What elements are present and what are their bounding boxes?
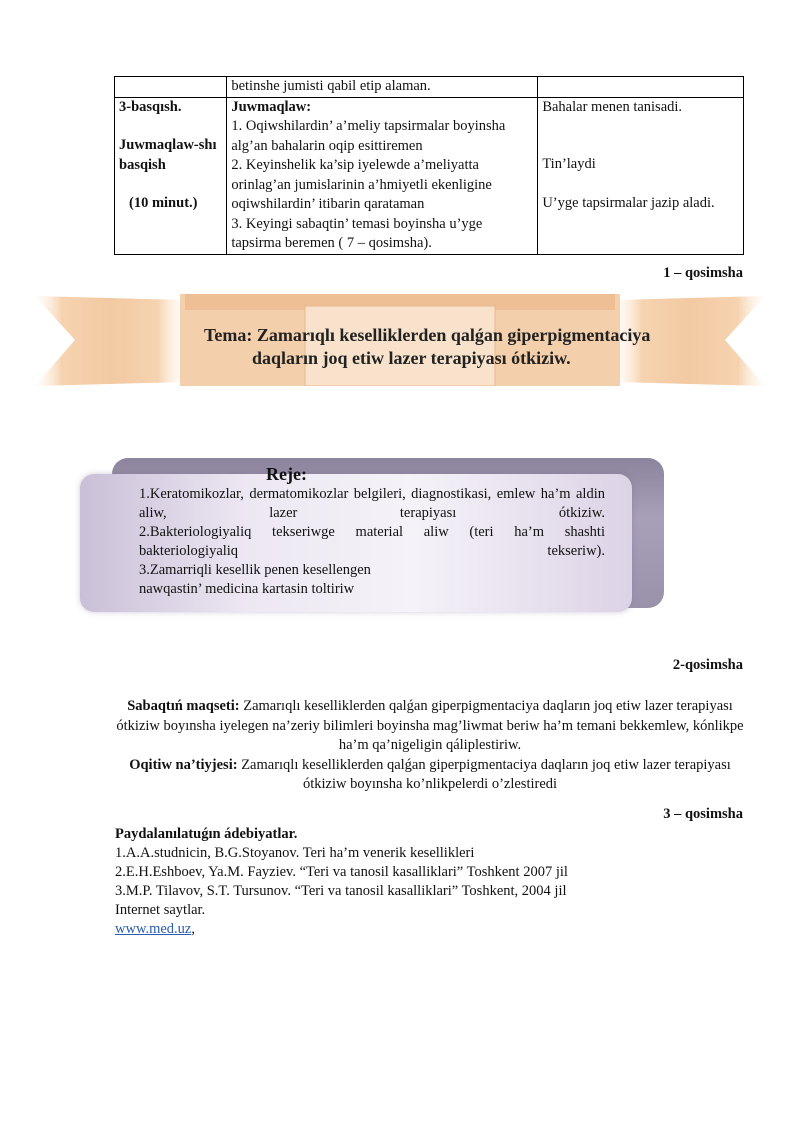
lesson-stage-table	[114, 76, 744, 255]
appendix-3-label: 3 – qosimsha	[663, 806, 743, 822]
result-label: Oqitiw na’tiyjesi:	[129, 756, 238, 773]
stage-cell	[115, 97, 227, 254]
lesson-result	[116, 756, 744, 795]
table-row	[115, 97, 744, 254]
student-activity-item: Bahalar menen tanisadi.	[542, 98, 683, 115]
link-suffix: ,	[191, 921, 195, 937]
lesson-topic-title	[180, 324, 700, 370]
teacher-activity-title: Juwmaqlaw:	[231, 98, 312, 115]
plan-item: 2.Bakteriologiyaliq tekseriwge material aliw (teri ha’m shashti bakteriologiyaliq tekseriw).	[139, 524, 605, 559]
appendix-2-label: 2-qosimsha	[672, 657, 743, 673]
teacher-activity-item: 3. Keyingi sabaqtin’ temasi boyinsha u’yge tapsirma beremen ( 7 – qosimsha).	[231, 215, 483, 251]
teacher-activity-cell	[227, 97, 538, 254]
topic-line: Tema: Zamarıqlı keselliklerden qalǵan giperpigmentaciya	[204, 325, 651, 345]
teacher-activity-item: 2. Keyinshelik ka’sip iyelewde a’meliyatta orinlag’an jumislarinin a’hmiyetli ekenligine oqiwshilardin’ itibarin qarataman	[231, 157, 492, 212]
table-cell	[115, 77, 227, 98]
reference-item: 1.A.A.studnicin, B.G.Stoyanov. Teri ha’m venerik kesellikleri	[115, 845, 475, 861]
table-cell	[538, 77, 744, 98]
reference-item: 2.E.H.Eshboev, Ya.M. Fayziev. “Teri va tanosil kasalliklari” Toshkent 2007 jil	[115, 864, 568, 880]
lesson-goal	[116, 697, 744, 756]
table-cell: betinshe jumisti qabil etip alaman.	[227, 77, 538, 98]
references	[115, 825, 755, 939]
teacher-activity-item: 1. Oqiwshilardin’ a’meliy tapsirmalar boyinsha alg’an bahalarin oqip esittiremen	[231, 118, 506, 154]
website-link[interactable]: www.med.uz	[115, 921, 192, 937]
topic-line: daqların joq etiw lazer terapiyası ótkiziw.	[252, 348, 571, 368]
plan-title: Reje:	[266, 464, 307, 484]
reference-item: Internet saytlar.	[115, 902, 206, 918]
student-activity-item: Tin’laydi	[542, 156, 596, 172]
references-title: Paydalanılatuǵın ádebiyatlar.	[115, 826, 298, 842]
result-text: Zamarıqlı keselliklerden qalǵan giperpigmentaciya daqların joq etiw lazer terapiyası ótkiziw boyınsha ko’nlikpelerdi o’zlestiredi	[241, 756, 731, 792]
stage-name: Juwmaqlaw-shı basqish	[119, 137, 217, 173]
stage-duration: (10 minut.)	[129, 195, 198, 211]
goal-text: Zamarıqlı keselliklerden qalǵan giperpigmentaciya daqların joq etiw lazer terapiyası ótkiziw boyınsha iyelegen na’zeriy bilimleri boyinsha mag’liwmat beriw ha’m temani bekkemlew, kónlikpe ha’m qa’nigeligin qáliplestiriw.	[116, 698, 744, 753]
reference-link-line	[115, 920, 755, 939]
reference-item: 3.M.P. Tilavov, S.T. Tursunov. “Teri va tanosil kasalliklari” Toshkent, 2004 jil	[115, 883, 567, 899]
plan-item: 3.Zamarriqli kesellik penen kesellengen nawqastin’ medicina kartasin toltiriw	[139, 562, 371, 597]
lesson-goal-block	[116, 697, 744, 795]
table-row	[115, 77, 744, 98]
student-activity-cell	[538, 97, 744, 254]
goal-label: Sabaqtıń maqseti:	[127, 698, 240, 714]
student-activity-item: U’yge tapsirmalar jazip aladi.	[542, 194, 715, 211]
appendix-1-label: 1 – qosimsha	[663, 265, 743, 281]
plan-list	[139, 485, 605, 599]
stage-number: 3-basqısh.	[119, 98, 182, 115]
plan-item: 1.Keratomikozlar, dermatomikozlar belgileri, diagnostikasi, emlew ha’m aldin aliw, lazer terapiyası ótkiziw.	[139, 486, 605, 521]
